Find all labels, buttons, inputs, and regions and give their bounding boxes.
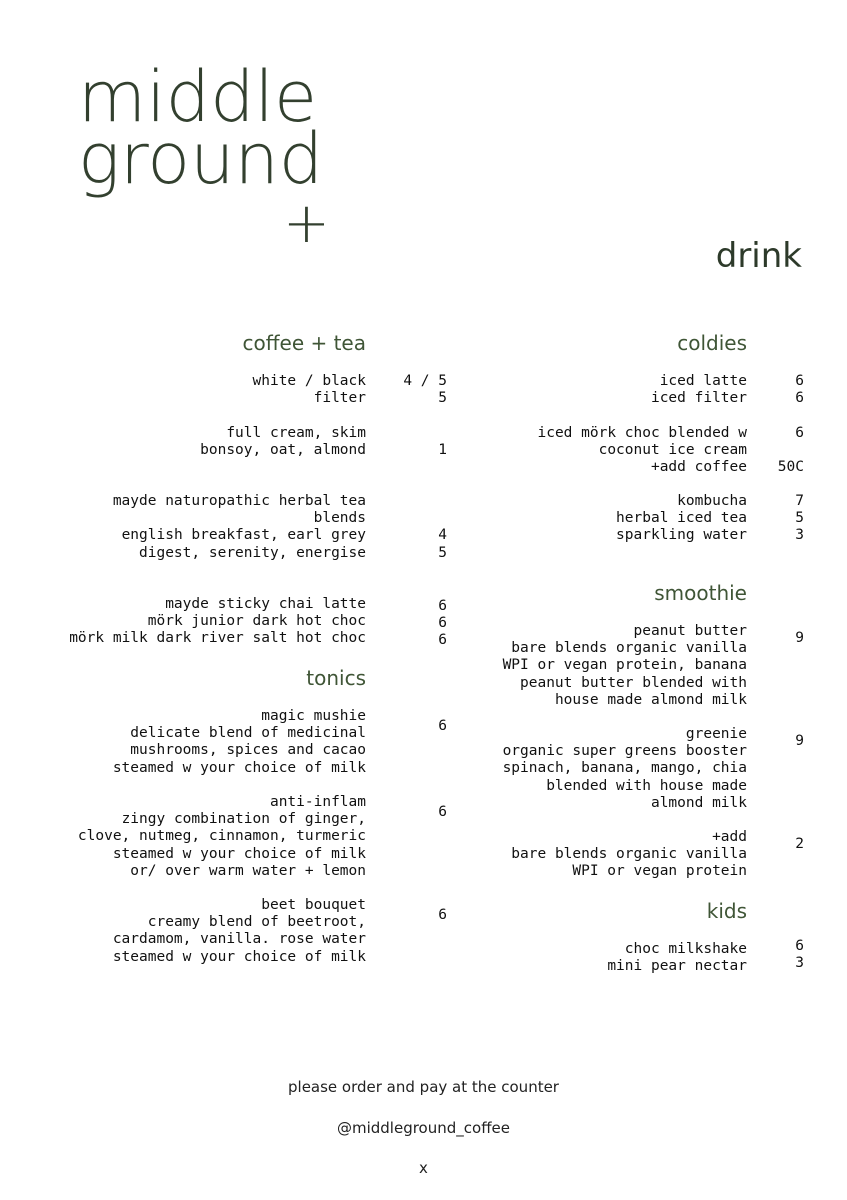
price: 6 bbox=[795, 373, 804, 389]
menu-item: peanut butter blended with bbox=[520, 674, 747, 691]
logo bbox=[78, 56, 330, 256]
heading-coldies: coldies bbox=[677, 331, 747, 355]
menu-item: english breakfast, earl grey bbox=[121, 527, 366, 544]
menu-item: almond milk bbox=[650, 794, 747, 811]
heading-kids: kids bbox=[706, 899, 747, 923]
price-add-protein bbox=[795, 836, 804, 853]
menu-item: greenie bbox=[685, 726, 747, 742]
price-magic-mushie bbox=[438, 718, 447, 735]
menu-item: cardamom, vanilla. rose water bbox=[112, 931, 366, 948]
logo-plus: + bbox=[283, 191, 330, 256]
menu-item: WPI or vegan protein, banana bbox=[502, 657, 747, 674]
price-group-white-black bbox=[403, 373, 447, 407]
menu-item: bare blends organic vanilla bbox=[511, 846, 747, 863]
menu-item: blends bbox=[313, 510, 366, 527]
price: 6 bbox=[438, 804, 447, 820]
menu-item: blended with house made bbox=[546, 777, 747, 794]
menu-item: delicate blend of medicinal bbox=[130, 725, 366, 742]
menu-item: creamy blend of beetroot, bbox=[147, 914, 366, 931]
price: 5 bbox=[438, 544, 447, 561]
menu-item: mushrooms, spices and cacao bbox=[130, 742, 366, 759]
menu-item: kombucha bbox=[677, 493, 747, 509]
menu-item: +add coffee bbox=[650, 459, 747, 476]
menu-item: white / black bbox=[252, 373, 366, 389]
price: 5 bbox=[795, 510, 804, 527]
menu-item: steamed w your choice of milk bbox=[112, 845, 366, 862]
price: 9 bbox=[795, 733, 804, 749]
menu-item: mörk junior dark hot choc bbox=[147, 613, 366, 630]
menu-item: full cream, skim bbox=[226, 425, 366, 441]
page-title: drink bbox=[715, 236, 802, 276]
menu-item: clove, nutmeg, cinnamon, turmeric bbox=[77, 828, 366, 845]
menu-item: coconut ice cream bbox=[598, 442, 747, 459]
price: 4 / 5 bbox=[403, 373, 447, 389]
menu-item: magic mushie bbox=[261, 708, 366, 724]
heading-smoothie: smoothie bbox=[654, 581, 747, 605]
menu-item: mini pear nectar bbox=[607, 958, 747, 975]
sign-off: x bbox=[419, 1159, 428, 1177]
menu-item: iced filter bbox=[650, 390, 747, 407]
heading-coffee-tea: coffee + tea bbox=[242, 331, 366, 355]
price: 6 bbox=[438, 632, 447, 649]
price: 6 bbox=[438, 907, 447, 923]
price: 4 bbox=[438, 527, 447, 544]
menu-item: organic super greens booster bbox=[502, 743, 747, 760]
menu-item: choc milkshake bbox=[624, 941, 747, 957]
price-group-herbal-tea bbox=[438, 493, 447, 562]
menu-item: mörk milk dark river salt hot choc bbox=[69, 630, 366, 647]
price: 6 bbox=[438, 615, 447, 632]
menu-item: digest, serenity, energise bbox=[139, 544, 366, 561]
menu-item: mayde naturopathic herbal tea bbox=[112, 493, 366, 509]
price-group-iced-mork bbox=[778, 425, 804, 477]
menu-item: sparkling water bbox=[616, 527, 747, 544]
price: 9 bbox=[795, 630, 804, 646]
menu-item: herbal iced tea bbox=[616, 510, 747, 527]
menu-item: +add bbox=[712, 829, 747, 845]
price-group-kids bbox=[795, 938, 804, 972]
logo-line-1: middle bbox=[78, 56, 318, 138]
price: 6 bbox=[795, 425, 804, 441]
heading-tonics: tonics bbox=[306, 666, 366, 690]
price-beet-bouquet bbox=[438, 907, 447, 924]
order-note: please order and pay at the counter bbox=[288, 1078, 559, 1096]
price-group-kombucha bbox=[795, 493, 804, 545]
price: 6 bbox=[438, 598, 447, 614]
menu-item: bonsoy, oat, almond bbox=[200, 442, 366, 459]
menu-item: filter bbox=[313, 390, 366, 407]
price: 7 bbox=[795, 493, 804, 509]
menu-item: house made almond milk bbox=[554, 691, 747, 708]
price: 6 bbox=[438, 718, 447, 734]
instagram-handle: @middleground_coffee bbox=[336, 1119, 510, 1137]
menu-item: beet bouquet bbox=[261, 897, 366, 913]
price-group-iced bbox=[795, 373, 804, 407]
menu-item: spinach, banana, mango, chia bbox=[502, 760, 747, 777]
price: 3 bbox=[795, 955, 804, 972]
price: 5 bbox=[438, 390, 447, 407]
price-peanut-butter bbox=[795, 630, 804, 647]
menu-item: mayde sticky chai latte bbox=[165, 596, 366, 612]
menu-item: WPI or vegan protein bbox=[572, 863, 747, 880]
menu-item: iced mörk choc blended w bbox=[537, 425, 747, 441]
menu-item: peanut butter bbox=[633, 623, 747, 639]
price: 6 bbox=[795, 390, 804, 407]
menu-item: anti-inflam bbox=[269, 794, 366, 810]
menu-item: iced latte bbox=[659, 373, 747, 389]
menu-item: steamed w your choice of milk bbox=[112, 948, 366, 965]
price-anti-inflam bbox=[438, 804, 447, 821]
price: 50C bbox=[777, 459, 804, 476]
logo-line-2: ground bbox=[78, 118, 324, 200]
price-group-milk bbox=[438, 425, 447, 459]
price-greenie bbox=[795, 733, 804, 750]
menu-item: steamed w your choice of milk bbox=[112, 759, 366, 776]
price: 3 bbox=[795, 527, 804, 544]
menu-item: or/ over warm water + lemon bbox=[130, 862, 366, 879]
price: 2 bbox=[795, 836, 804, 852]
menu-item: zingy combination of ginger, bbox=[121, 811, 366, 828]
price-group-chai-choc bbox=[438, 598, 447, 650]
price: 1 bbox=[438, 442, 447, 459]
menu-item: bare blends organic vanilla bbox=[511, 640, 747, 657]
price: 6 bbox=[795, 938, 804, 954]
